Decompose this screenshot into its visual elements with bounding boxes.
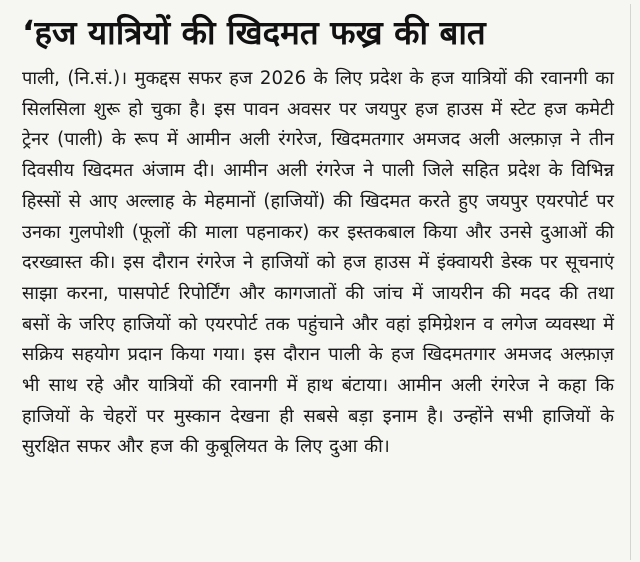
column-divider — [630, 4, 631, 560]
article-body: पाली, (नि.सं.)। मुकद्दस सफर हज 2026 के लिए प्रदेश के हज यात्रियों की रवानगी का सिलसिला शुरू हो चुका है। इस पावन अवसर पर जयपुर हज हाउस में स्टेट हज कमेटी ट्रेनर (पाली) के रूप में आमीन अली रंगरेज, खिदमतगार अमजद अली अल्फ़ाज़ ने तीन दिवसीय खिदमत अंजाम दी। आमीन अली रंगरेज ने पाली जिले सहित प्रदेश के विभिन्न हिस्सों से आए अल्लाह के मेहमानों (हाजियों) की खिदमत करते हुए जयपुर एयरपोर्ट पर उनका गुलपोशी (फूलों की माला पहनाकर) कर इस्तकबाल किया और उनसे दुआओं की दरख्वास्त की। इस दौरान रंगरेज ने हाजियों को हज हाउस में इंक्वायरी डेस्क पर सूचनाएं साझा करना, पासपोर्ट रिपोर्टिंग और कागजातों की जांच में जायरीन की मदद की तथा बसों के जरिए हाजियों को एयरपोर्ट तक पहुंचाने और वहां इमिग्रेशन व लगेज व्यवस्था में सक्रिय सहयोग प्रदान किया गया। इस दौरान पाली के हज खिदमतगार अमजद अल्फ़ाज़ भी साथ रहे और यात्रियों की रवानगी में हाथ बंटाया। आमीन अली रंगरेज ने कहा कि हाजियों के चेहरों पर मुस्कान देखना ही सबसे बड़ा इनाम है। उन्होंने सभी हाजियों के सुरक्षित सफर और हज की कुबूलियत के लिए दुआ की। — [22, 68, 614, 458]
article-headline: ‘हज यात्रियों की खिदमत फख्र की बात — [22, 13, 486, 52]
cropped-previous-line — [0, 0, 640, 10]
